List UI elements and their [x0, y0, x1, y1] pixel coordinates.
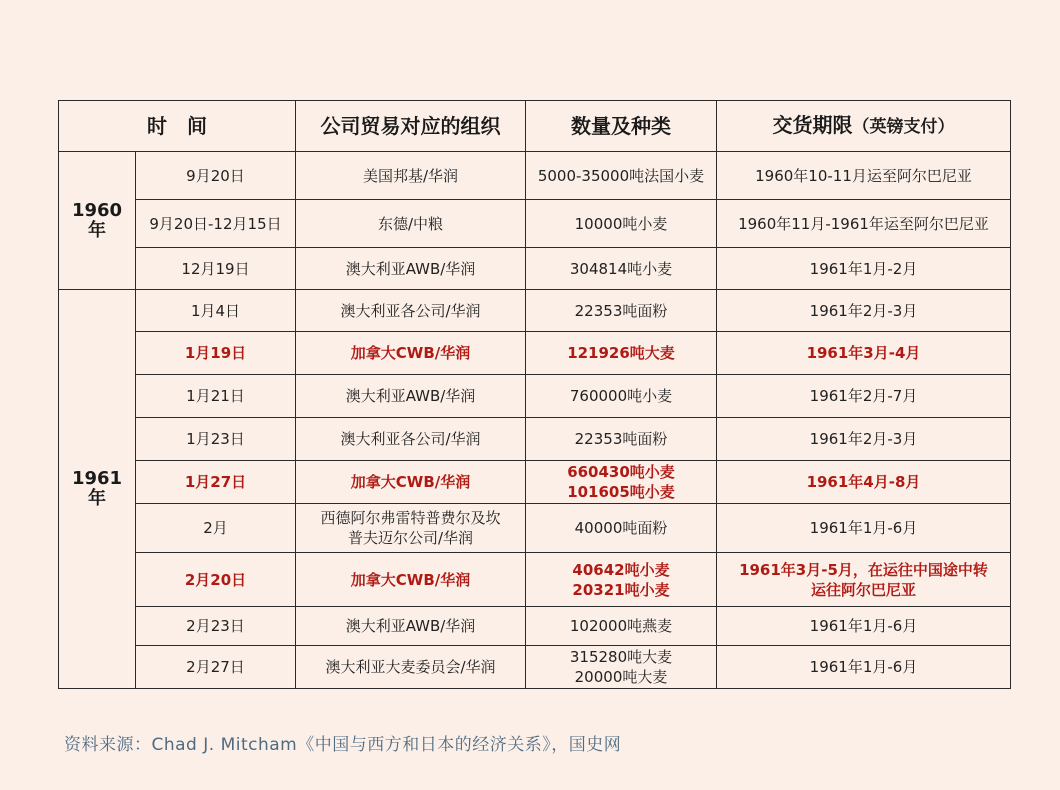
org-cell-line: 澳大利亚各公司/华润 [340, 301, 481, 320]
qty-cell [526, 461, 717, 504]
source-note: 资料来源：Chad J. Mitcham《中国与西方和日本的经济关系》，国史网 [64, 735, 622, 755]
qty-cell [526, 332, 717, 375]
org-cell-line: 普夫迈尔公司/华润 [347, 529, 474, 547]
header-org: 公司贸易对应的组织 [296, 101, 526, 152]
delivery-cell-line: 1961年1月-6月 [809, 658, 918, 676]
delivery-cell [717, 290, 1011, 332]
org-cell [296, 375, 526, 418]
qty-cell [526, 152, 717, 200]
org-cell [296, 248, 526, 290]
delivery-cell-line: 1961年2月-3月 [809, 301, 918, 320]
table-row [59, 290, 1011, 332]
trade-table [58, 100, 1011, 689]
date-cell: 2月23日 [136, 607, 296, 646]
org-cell [296, 418, 526, 461]
table-row [59, 248, 1011, 290]
table-row [59, 152, 1011, 200]
date-cell: 2月20日 [136, 553, 296, 607]
delivery-cell-line: 运往阿尔巴尼亚 [810, 580, 916, 599]
org-cell [296, 504, 526, 553]
delivery-cell-line: 1961年1月-6月 [809, 617, 918, 635]
delivery-cell [717, 553, 1011, 607]
org-cell-line: 澳大利亚各公司/华润 [340, 430, 481, 448]
org-cell-line: 澳大利亚AWB/华润 [345, 259, 476, 278]
delivery-cell [717, 248, 1011, 290]
org-cell-line: 东德/中粮 [377, 214, 444, 233]
org-cell [296, 646, 526, 689]
table-row [59, 504, 1011, 553]
delivery-cell [717, 607, 1011, 646]
delivery-cell-line: 1961年3月-5月，在运往中国途中转 [739, 560, 988, 579]
date-cell: 9月20日 [136, 152, 296, 200]
qty-cell-line: 121926吨大麦 [567, 344, 675, 362]
year-cell: 1960年 [59, 152, 136, 290]
header-delivery-note: （英镑支付） [852, 117, 955, 137]
qty-cell [526, 248, 717, 290]
qty-cell [526, 418, 717, 461]
date-cell: 1月27日 [136, 461, 296, 504]
delivery-cell-line: 1961年1月-2月 [809, 259, 918, 278]
table-row [59, 646, 1011, 689]
qty-cell [526, 504, 717, 553]
header-delivery [717, 101, 1011, 152]
org-cell-line: 加拿大CWB/华润 [350, 570, 471, 589]
org-cell [296, 461, 526, 504]
table-row [59, 461, 1011, 504]
date-cell: 1月23日 [136, 418, 296, 461]
org-cell-line: 加拿大CWB/华润 [350, 473, 471, 491]
header-delivery-label: 交货期限 [772, 113, 853, 137]
delivery-cell-line: 1960年10-11月运至阿尔巴尼亚 [755, 166, 972, 185]
delivery-cell-line: 1961年1月-6月 [809, 519, 918, 537]
org-cell [296, 290, 526, 332]
qty-cell [526, 553, 717, 607]
table-body [59, 152, 1011, 689]
delivery-cell-line: 1961年2月-3月 [809, 430, 918, 448]
org-cell-line: 西德阿尔弗雷特普费尔及坎 [320, 509, 501, 527]
date-cell: 1月19日 [136, 332, 296, 375]
delivery-cell-line: 1961年3月-4月 [806, 344, 921, 362]
org-cell [296, 332, 526, 375]
qty-cell-line: 22353吨面粉 [574, 430, 668, 448]
qty-cell-line: 101605吨小麦 [567, 483, 675, 501]
table-row [59, 553, 1011, 607]
table-row [59, 332, 1011, 375]
header-time: 时 间 [59, 101, 296, 152]
delivery-cell [717, 646, 1011, 689]
org-cell [296, 607, 526, 646]
qty-cell [526, 646, 717, 689]
org-cell [296, 152, 526, 200]
org-cell-line: 美国邦基/华润 [362, 166, 459, 185]
qty-cell-line: 660430吨小麦 [567, 463, 675, 481]
org-cell-line: 澳大利亚AWB/华润 [345, 617, 476, 635]
qty-cell-line: 40000吨面粉 [574, 519, 668, 537]
qty-cell-line: 304814吨小麦 [569, 259, 673, 278]
table-row [59, 418, 1011, 461]
qty-cell-line: 40642吨小麦 [572, 560, 670, 579]
delivery-cell [717, 461, 1011, 504]
table-row [59, 607, 1011, 646]
qty-cell-line: 10000吨小麦 [574, 214, 668, 233]
org-cell-line: 澳大利亚AWB/华润 [345, 387, 476, 405]
table-header-row [59, 101, 1011, 152]
qty-cell-line: 20321吨小麦 [572, 580, 670, 599]
qty-cell [526, 290, 717, 332]
table-row [59, 200, 1011, 248]
delivery-cell-line: 1961年4月-8月 [806, 473, 921, 491]
date-cell: 1月4日 [136, 290, 296, 332]
qty-cell-line: 102000吨燕麦 [569, 617, 673, 635]
date-cell: 2月27日 [136, 646, 296, 689]
delivery-cell-line: 1961年2月-7月 [809, 387, 918, 405]
delivery-cell [717, 332, 1011, 375]
qty-cell-line: 760000吨小麦 [569, 387, 673, 405]
org-cell [296, 553, 526, 607]
qty-cell [526, 200, 717, 248]
delivery-cell [717, 200, 1011, 248]
org-cell [296, 200, 526, 248]
delivery-cell [717, 504, 1011, 553]
date-cell: 1月21日 [136, 375, 296, 418]
org-cell-line: 澳大利亚大麦委员会/华润 [325, 658, 496, 676]
qty-cell-line: 315280吨大麦 [569, 648, 673, 666]
org-cell-line: 加拿大CWB/华润 [350, 344, 471, 362]
delivery-cell [717, 375, 1011, 418]
qty-cell-line: 22353吨面粉 [574, 301, 668, 320]
year-cell: 1961年 [59, 290, 136, 689]
date-cell: 12月19日 [136, 248, 296, 290]
qty-cell [526, 375, 717, 418]
delivery-cell-line: 1960年11月-1961年运至阿尔巴尼亚 [738, 214, 989, 233]
date-cell: 9月20日-12月15日 [136, 200, 296, 248]
header-qty: 数量及种类 [526, 101, 717, 152]
qty-cell [526, 607, 717, 646]
table-row [59, 375, 1011, 418]
qty-cell-line: 5000-35000吨法国小麦 [537, 166, 705, 185]
date-cell: 2月 [136, 504, 296, 553]
delivery-cell [717, 152, 1011, 200]
delivery-cell [717, 418, 1011, 461]
qty-cell-line: 20000吨大麦 [574, 668, 668, 686]
